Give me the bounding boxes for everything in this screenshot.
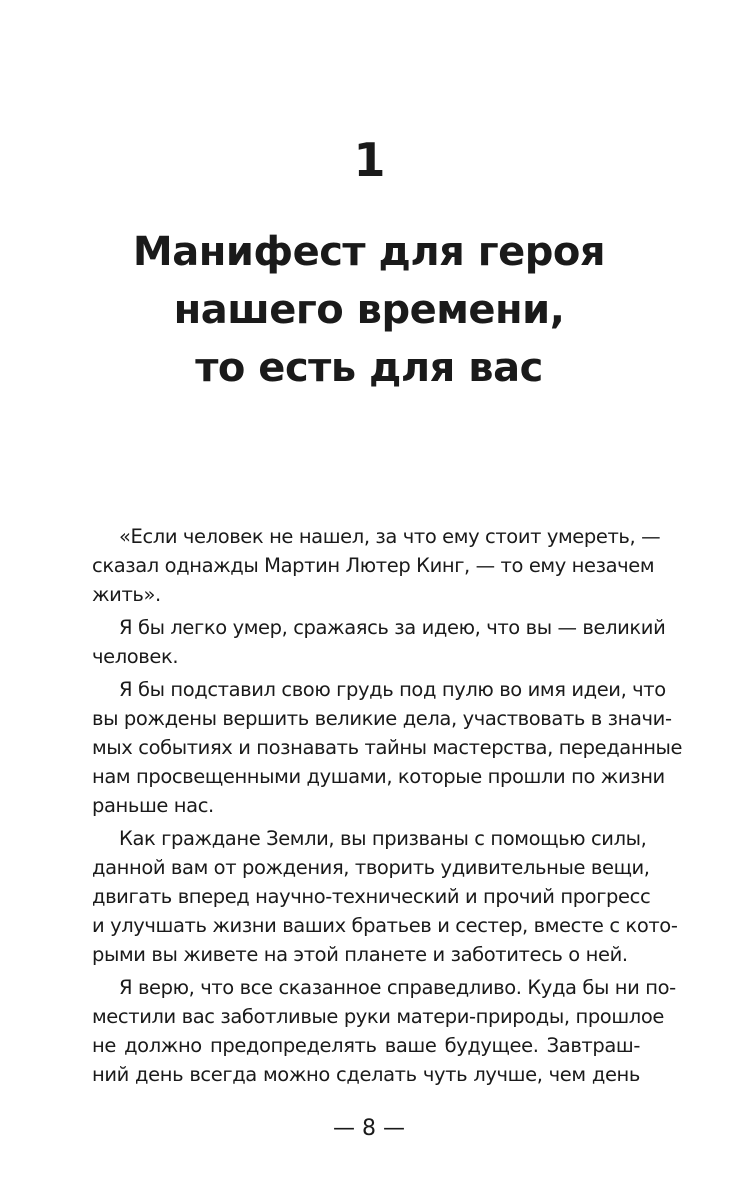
text-line: не должно предопределять ваше будущее. Завтраш- (92, 1034, 640, 1057)
text-line: Как граждане Земли, вы призваны с помощью силы, (119, 827, 647, 850)
text-line: и улучшать жизни ваших братьев и сестер, вместе с кото- (92, 914, 678, 937)
body-text (92, 522, 683, 1093)
paragraph (92, 522, 661, 609)
chapter-title-line: то есть для вас (195, 345, 543, 391)
text-line: «Если человек не нашел, за что ему стоит умереть, — (119, 525, 661, 548)
text-line: Я бы подставил свою грудь под пулю во имя идеи, что (119, 678, 666, 701)
text-line: двигать вперед научно-технический и прочий прогресс (92, 885, 651, 908)
text-line: местили вас заботливые руки матери-природы, прошлое (92, 1005, 664, 1028)
text-line: рыми вы живете на этой планете и заботитесь о ней. (92, 943, 628, 966)
text-line: человек. (92, 645, 179, 668)
text-line: раньше нас. (92, 794, 214, 817)
text-line: данной вам от рождения, творить удивительные вещи, (92, 856, 650, 879)
text-line: нам просвещенными душами, которые прошли по жизни (92, 765, 665, 788)
paragraph (92, 675, 683, 820)
text-line: мых событиях и познавать тайны мастерства, переданные (92, 736, 683, 759)
text-line: жить». (92, 583, 161, 606)
chapter-title-line: нашего времени, (173, 287, 565, 333)
chapter-title (60, 223, 678, 397)
page-number: — 8 — (333, 1116, 405, 1141)
text-line: Я бы легко умер, сражаясь за идею, что вы — великий (119, 616, 666, 639)
paragraph (92, 973, 676, 1089)
text-line: сказал однажды Мартин Лютер Кинг, — то ему незачем (92, 554, 655, 577)
chapter-title-line: Манифест для героя (132, 229, 606, 275)
text-line: ний день всегда можно сделать чуть лучше, чем день (92, 1063, 640, 1086)
text-line: Я верю, что все сказанное справедливо. Куда бы ни по- (119, 976, 676, 999)
paragraph (92, 824, 678, 969)
paragraph (92, 613, 666, 671)
text-line: вы рождены вершить великие дела, участвовать в значи- (92, 707, 672, 730)
chapter-number: 1 (353, 133, 385, 187)
